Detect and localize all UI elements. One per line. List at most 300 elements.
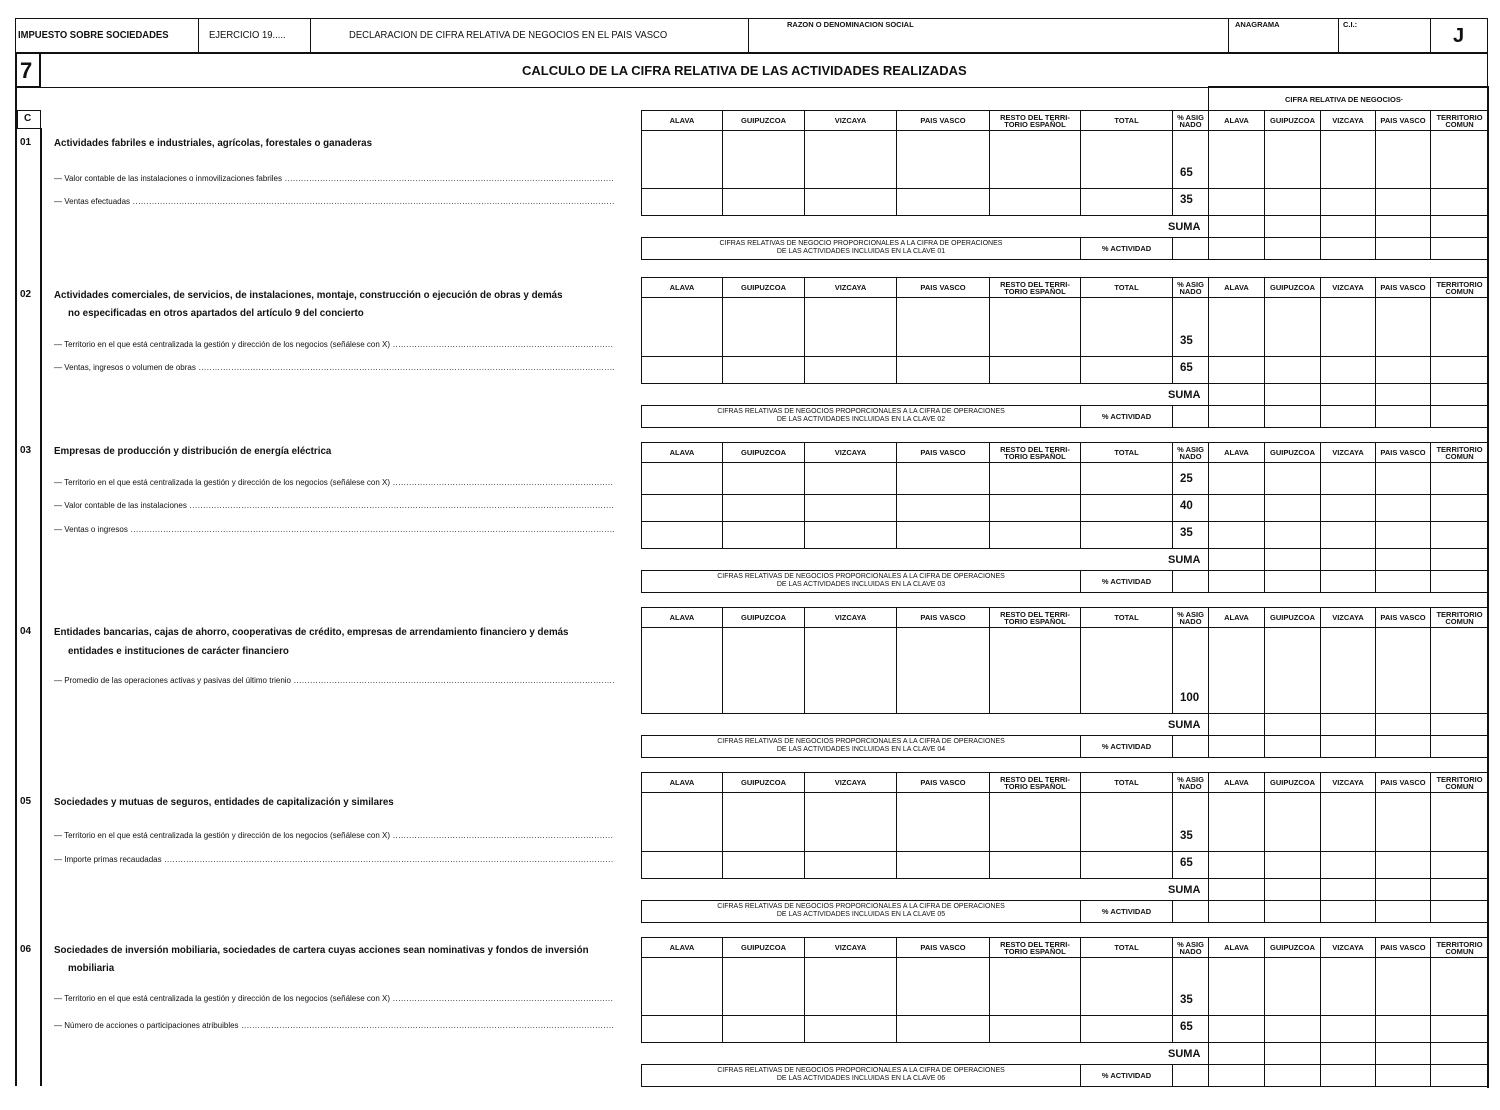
input-cell[interactable] (1320, 297, 1376, 357)
pct-value: 40 (1180, 500, 1193, 512)
input-cell[interactable] (1375, 1015, 1431, 1043)
column-header-total: TOTAL (1080, 277, 1173, 298)
input-cell[interactable] (641, 792, 723, 852)
column-header-resto-territorio: RESTO DEL TERRI- TORIO ESPAÑOL (989, 772, 1081, 793)
item-label: — Territorio en el que está centralizada la gestión y dirección de los negocios (señálese con X) ..... (54, 478, 614, 487)
suma-cell[interactable] (1320, 713, 1376, 736)
column-header-cr-vizcaya: VIZCAYA (1320, 442, 1376, 463)
input-cell[interactable] (1430, 792, 1489, 852)
form-letter: J (1453, 25, 1465, 47)
suma-cell[interactable] (1208, 1042, 1265, 1065)
suma-cell[interactable] (1320, 215, 1376, 238)
column-header-alava: ALAVA (641, 937, 723, 958)
code-column-header (17, 110, 41, 129)
input-cell[interactable] (641, 851, 723, 879)
input-cell[interactable] (989, 792, 1081, 852)
column-header-alava: ALAVA (641, 607, 723, 628)
input-cell[interactable] (804, 188, 897, 216)
input-cell[interactable] (1375, 792, 1431, 852)
section-number-box (15, 52, 41, 88)
input-cell[interactable] (989, 297, 1081, 357)
input-cell[interactable] (1080, 297, 1173, 357)
input-cell[interactable] (1375, 851, 1431, 879)
key-title: no especificadas en otros apartados del artículo 9 del concierto (68, 307, 364, 319)
column-header-alava: ALAVA (641, 772, 723, 793)
input-cell[interactable] (641, 188, 723, 216)
input-cell[interactable] (1320, 1015, 1376, 1043)
suma-cell[interactable] (1430, 1042, 1489, 1065)
input-cell[interactable] (989, 957, 1081, 1016)
column-header-cr-territorio-comun: TERRITORIO COMUN (1430, 772, 1489, 793)
column-header-pct-asignado: % ASIG NADO (1172, 937, 1209, 958)
column-header-guipuzcoa: GUIPUZCOA (722, 772, 805, 793)
column-header-cr-guipuzcoa: GUIPUZCOA (1264, 110, 1321, 131)
cifras-cell[interactable] (1320, 900, 1376, 923)
input-cell[interactable] (989, 627, 1081, 714)
input-cell[interactable] (1208, 130, 1265, 189)
key-code: 06 (20, 944, 32, 955)
input-cell[interactable] (804, 957, 897, 1016)
input-cell[interactable] (1080, 494, 1173, 522)
column-header-cr-territorio-comun: TERRITORIO COMUN (1430, 277, 1489, 298)
input-cell[interactable] (1208, 792, 1265, 852)
item-label: — Número de acciones o participaciones atribuibles ..... (54, 1021, 614, 1030)
column-header-cr-alava: ALAVA (1208, 607, 1265, 628)
cifras-cell[interactable] (1172, 405, 1209, 428)
left-border (15, 86, 17, 1086)
input-cell[interactable] (1208, 188, 1265, 216)
input-cell[interactable] (1208, 851, 1265, 879)
input-cell[interactable] (1430, 462, 1489, 495)
cifras-cell[interactable] (1172, 1064, 1209, 1087)
column-header-cr-pais-vasco: PAIS VASCO (1375, 937, 1431, 958)
input-cell[interactable] (1208, 356, 1265, 384)
input-cell[interactable] (641, 462, 723, 495)
suma-cell[interactable] (1264, 1042, 1321, 1065)
cifras-cell[interactable] (1208, 405, 1265, 428)
input-cell[interactable] (1375, 494, 1431, 522)
item-label: — Importe primas recaudadas ..... (54, 855, 614, 864)
pct-value: 35 (1180, 830, 1193, 842)
item-label: — Valor contable de las instalaciones o inmovilizaciones fabriles ..... (54, 174, 614, 183)
input-cell[interactable] (1080, 521, 1173, 549)
input-cell[interactable] (896, 851, 990, 879)
input-cell[interactable] (1320, 356, 1376, 384)
input-cell[interactable] (896, 521, 990, 549)
input-cell[interactable] (1264, 957, 1321, 1016)
column-header-guipuzcoa: GUIPUZCOA (722, 442, 805, 463)
column-header-cr-pais-vasco: PAIS VASCO (1375, 442, 1431, 463)
input-cell[interactable] (1320, 462, 1376, 495)
cifras-cell[interactable] (1264, 237, 1321, 260)
key-code: 02 (20, 289, 32, 300)
cifras-cell[interactable] (1375, 1064, 1431, 1087)
actividad-label: % ACTIVIDAD (1080, 237, 1173, 260)
column-header-alava: ALAVA (641, 277, 723, 298)
input-cell[interactable] (1375, 297, 1431, 357)
input-cell[interactable] (641, 494, 723, 522)
column-header-vizcaya: VIZCAYA (804, 110, 897, 131)
cifras-cell[interactable] (1172, 237, 1209, 260)
input-cell[interactable] (1320, 521, 1376, 549)
input-cell[interactable] (1080, 462, 1173, 495)
key-title: mobiliaria (68, 962, 115, 974)
suma-cell[interactable] (1430, 713, 1489, 736)
cifras-description: CIFRAS RELATIVAS DE NEGOCIOS PROPORCIONALES A LA CIFRA DE OPERACIONES DE LAS ACTIVIDADES INCLUIDAS EN LA CLAVE 05 (641, 900, 1081, 923)
input-cell[interactable] (1080, 188, 1173, 216)
column-header-cr-vizcaya: VIZCAYA (1320, 937, 1376, 958)
input-cell[interactable] (1375, 188, 1431, 216)
input-cell[interactable] (989, 356, 1081, 384)
input-cell[interactable] (1208, 297, 1265, 357)
pct-value: 65 (1180, 857, 1193, 869)
input-cell[interactable] (722, 356, 805, 384)
item-label: — Valor contable de las instalaciones ..... (54, 501, 614, 510)
input-cell[interactable] (896, 792, 990, 852)
input-cell[interactable] (1430, 130, 1489, 189)
cifras-cell[interactable] (1208, 237, 1265, 260)
input-cell[interactable] (1430, 297, 1489, 357)
suma-cell[interactable] (1320, 1042, 1376, 1065)
column-header-pais-vasco: PAIS VASCO (896, 442, 990, 463)
input-cell[interactable] (1320, 188, 1376, 216)
input-cell[interactable] (1375, 627, 1431, 714)
cifras-cell[interactable] (1172, 735, 1209, 758)
input-cell[interactable] (804, 1015, 897, 1043)
input-cell[interactable] (989, 494, 1081, 522)
cifras-cell[interactable] (1375, 405, 1431, 428)
column-header-cr-alava: ALAVA (1208, 937, 1265, 958)
section-number: 7 (20, 58, 33, 83)
column-header-resto-territorio: RESTO DEL TERRI- TORIO ESPAÑOL (989, 277, 1081, 298)
cifra-relativa-header (1208, 86, 1488, 111)
column-header-total: TOTAL (1080, 442, 1173, 463)
suma-cell[interactable] (1430, 215, 1489, 238)
input-cell[interactable] (1375, 462, 1431, 495)
input-cell[interactable] (1430, 957, 1489, 1016)
input-cell[interactable] (1264, 494, 1321, 522)
input-cell[interactable] (804, 356, 897, 384)
suma-cell[interactable] (1375, 215, 1431, 238)
input-cell[interactable] (1320, 494, 1376, 522)
input-cell[interactable] (1375, 521, 1431, 549)
input-cell[interactable] (1264, 188, 1321, 216)
input-cell[interactable] (1264, 297, 1321, 357)
suma-label: SUMA (1168, 221, 1201, 233)
column-header-cr-territorio-comun: TERRITORIO COMUN (1430, 607, 1489, 628)
input-cell[interactable] (1320, 792, 1376, 852)
input-cell[interactable] (989, 130, 1081, 189)
suma-cell[interactable] (1264, 548, 1321, 571)
cifras-cell[interactable] (1264, 735, 1321, 758)
suma-label: SUMA (1168, 389, 1201, 401)
suma-cell[interactable] (1375, 548, 1431, 571)
input-cell[interactable] (1320, 627, 1376, 714)
cifras-cell[interactable] (1264, 405, 1321, 428)
cifras-cell[interactable] (1208, 570, 1265, 593)
tax-cell (15, 18, 199, 54)
cifras-cell[interactable] (1375, 735, 1431, 758)
column-header-cr-territorio-comun: TERRITORIO COMUN (1430, 442, 1489, 463)
input-cell[interactable] (1080, 130, 1173, 189)
input-cell[interactable] (722, 792, 805, 852)
input-cell[interactable] (989, 851, 1081, 879)
input-cell[interactable] (1320, 957, 1376, 1016)
input-cell[interactable] (641, 1015, 723, 1043)
input-cell[interactable] (1264, 792, 1321, 852)
input-cell[interactable] (896, 297, 990, 357)
cifras-cell[interactable] (1264, 570, 1321, 593)
input-cell[interactable] (1264, 521, 1321, 549)
input-cell[interactable] (1208, 1015, 1265, 1043)
suma-label: SUMA (1168, 719, 1201, 731)
input-cell[interactable] (896, 1015, 990, 1043)
suma-label: SUMA (1168, 554, 1201, 566)
input-cell[interactable] (722, 297, 805, 357)
input-cell[interactable] (804, 462, 897, 495)
input-cell[interactable] (722, 957, 805, 1016)
column-header-cr-vizcaya: VIZCAYA (1320, 607, 1376, 628)
input-cell[interactable] (896, 462, 990, 495)
cifras-cell[interactable] (1208, 1064, 1265, 1087)
suma-cell[interactable] (1264, 215, 1321, 238)
input-cell[interactable] (1320, 851, 1376, 879)
input-cell[interactable] (1264, 130, 1321, 189)
column-header-cr-pais-vasco: PAIS VASCO (1375, 772, 1431, 793)
cifras-cell[interactable] (1430, 570, 1489, 593)
input-cell[interactable] (1080, 851, 1173, 879)
input-cell[interactable] (1080, 627, 1173, 714)
input-cell[interactable] (1264, 462, 1321, 495)
input-cell[interactable] (722, 188, 805, 216)
column-header-cr-vizcaya: VIZCAYA (1320, 110, 1376, 131)
actividad-label: % ACTIVIDAD (1080, 570, 1173, 593)
suma-cell[interactable] (1208, 713, 1265, 736)
cifras-cell[interactable] (1320, 1064, 1376, 1087)
input-cell[interactable] (989, 521, 1081, 549)
cifras-cell[interactable] (1320, 405, 1376, 428)
column-header-cr-guipuzcoa: GUIPUZCOA (1264, 937, 1321, 958)
cifras-description: CIFRAS RELATIVAS DE NEGOCIOS PROPORCIONALES A LA CIFRA DE OPERACIONES DE LAS ACTIVIDADES INCLUIDAS EN LA CLAVE 02 (641, 405, 1081, 428)
input-cell[interactable] (804, 130, 897, 189)
suma-cell[interactable] (1208, 548, 1265, 571)
column-header-pct-asignado: % ASIG NADO (1172, 772, 1209, 793)
pct-value: 65 (1180, 167, 1193, 179)
input-cell[interactable] (722, 130, 805, 189)
column-header-pais-vasco: PAIS VASCO (896, 277, 990, 298)
pct-cell (1172, 957, 1209, 1016)
key-code: 03 (20, 445, 32, 456)
cifras-cell[interactable] (1264, 1064, 1321, 1087)
cifras-cell[interactable] (1430, 405, 1489, 428)
input-cell[interactable] (641, 627, 723, 714)
column-header-pais-vasco: PAIS VASCO (896, 110, 990, 131)
actividad-label: % ACTIVIDAD (1080, 735, 1173, 758)
input-cell[interactable] (1080, 792, 1173, 852)
column-header-vizcaya: VIZCAYA (804, 442, 897, 463)
column-header-cr-alava: ALAVA (1208, 772, 1265, 793)
input-cell[interactable] (1208, 957, 1265, 1016)
cifras-description: CIFRAS RELATIVAS DE NEGOCIOS PROPORCIONALES A LA CIFRA DE OPERACIONES DE LAS ACTIVIDADES INCLUIDAS EN LA CLAVE 06 (641, 1064, 1081, 1087)
cifras-cell[interactable] (1264, 900, 1321, 923)
suma-cell[interactable] (1208, 215, 1265, 238)
column-header-total: TOTAL (1080, 110, 1173, 131)
actividad-label: % ACTIVIDAD (1080, 1064, 1173, 1087)
item-label: — Ventas efectuadas ..... (54, 197, 614, 206)
pct-cell (1172, 130, 1209, 189)
input-cell[interactable] (1320, 130, 1376, 189)
code-column-divider (40, 128, 42, 1086)
cifras-cell[interactable] (1375, 570, 1431, 593)
input-cell[interactable] (804, 792, 897, 852)
input-cell[interactable] (1430, 356, 1489, 384)
input-cell[interactable] (1430, 627, 1489, 714)
input-cell[interactable] (641, 521, 723, 549)
column-header-vizcaya: VIZCAYA (804, 937, 897, 958)
column-header-guipuzcoa: GUIPUZCOA (722, 607, 805, 628)
input-cell[interactable] (641, 297, 723, 357)
cifras-cell[interactable] (1430, 735, 1489, 758)
input-cell[interactable] (722, 494, 805, 522)
input-cell[interactable] (804, 494, 897, 522)
input-cell[interactable] (641, 130, 723, 189)
input-cell[interactable] (896, 627, 990, 714)
cifras-cell[interactable] (1320, 237, 1376, 260)
column-header-cr-pais-vasco: PAIS VASCO (1375, 277, 1431, 298)
suma-cell[interactable] (1264, 383, 1321, 406)
tax-name: IMPUESTO SOBRE SOCIEDADES (18, 29, 169, 41)
column-header-resto-territorio: RESTO DEL TERRI- TORIO ESPAÑOL (989, 937, 1081, 958)
input-cell[interactable] (804, 627, 897, 714)
input-cell[interactable] (641, 957, 723, 1016)
ejercicio-field[interactable] (198, 18, 311, 54)
input-cell[interactable] (1430, 851, 1489, 879)
suma-cell[interactable] (1320, 383, 1376, 406)
cifras-cell[interactable] (1430, 1064, 1489, 1087)
input-cell[interactable] (1375, 130, 1431, 189)
input-cell[interactable] (1264, 627, 1321, 714)
suma-cell[interactable] (1320, 548, 1376, 571)
input-cell[interactable] (896, 356, 990, 384)
input-cell[interactable] (989, 188, 1081, 216)
column-header-cr-pais-vasco: PAIS VASCO (1375, 607, 1431, 628)
input-cell[interactable] (804, 521, 897, 549)
input-cell[interactable] (896, 188, 990, 216)
input-cell[interactable] (804, 851, 897, 879)
column-header-cr-guipuzcoa: GUIPUZCOA (1264, 772, 1321, 793)
column-header-cr-guipuzcoa: GUIPUZCOA (1264, 442, 1321, 463)
cifras-cell[interactable] (1208, 900, 1265, 923)
input-cell[interactable] (1080, 356, 1173, 384)
column-header-total: TOTAL (1080, 772, 1173, 793)
suma-cell[interactable] (1208, 383, 1265, 406)
input-cell[interactable] (1264, 851, 1321, 879)
suma-cell[interactable] (1375, 1042, 1431, 1065)
column-header-guipuzcoa: GUIPUZCOA (722, 277, 805, 298)
input-cell[interactable] (804, 297, 897, 357)
cifras-cell[interactable] (1430, 237, 1489, 260)
suma-cell[interactable] (1264, 713, 1321, 736)
ci-field[interactable] (1338, 18, 1431, 54)
suma-label: SUMA (1168, 1048, 1201, 1060)
suma-cell[interactable] (1208, 878, 1265, 901)
input-cell[interactable] (722, 462, 805, 495)
input-cell[interactable] (1430, 521, 1489, 549)
input-cell[interactable] (896, 957, 990, 1016)
input-cell[interactable] (989, 1015, 1081, 1043)
key-title: Entidades bancarias, cajas de ahorro, cooperativas de crédito, empresas de arrendamiento financiero y demás (54, 626, 569, 638)
input-cell[interactable] (641, 356, 723, 384)
input-cell[interactable] (1264, 1015, 1321, 1043)
ci-label: C.I.: (1343, 20, 1358, 29)
input-cell[interactable] (1208, 521, 1265, 549)
column-header-total: TOTAL (1080, 937, 1173, 958)
pct-value: 35 (1180, 335, 1193, 347)
column-header-pais-vasco: PAIS VASCO (896, 772, 990, 793)
input-cell[interactable] (896, 494, 990, 522)
suma-cell[interactable] (1430, 878, 1489, 901)
suma-cell[interactable] (1320, 878, 1376, 901)
input-cell[interactable] (1208, 494, 1265, 522)
suma-cell[interactable] (1375, 713, 1431, 736)
suma-cell[interactable] (1375, 383, 1431, 406)
cifras-cell[interactable] (1320, 735, 1376, 758)
column-header-vizcaya: VIZCAYA (804, 277, 897, 298)
input-cell[interactable] (1375, 356, 1431, 384)
item-label: — Territorio en el que está centralizada la gestión y dirección de los negocios (señálese con X) ..... (54, 831, 614, 840)
input-cell[interactable] (1080, 1015, 1173, 1043)
suma-cell[interactable] (1430, 548, 1489, 571)
suma-cell[interactable] (1375, 878, 1431, 901)
column-header-cr-territorio-comun: TERRITORIO COMUN (1430, 110, 1489, 131)
input-cell[interactable] (1430, 494, 1489, 522)
cifras-cell[interactable] (1208, 735, 1265, 758)
cifras-cell[interactable] (1320, 570, 1376, 593)
input-cell[interactable] (722, 627, 805, 714)
cifras-cell[interactable] (1375, 237, 1431, 260)
input-cell[interactable] (1430, 1015, 1489, 1043)
input-cell[interactable] (896, 130, 990, 189)
input-cell[interactable] (1208, 462, 1265, 495)
anagrama-field[interactable] (1228, 18, 1339, 54)
input-cell[interactable] (1080, 957, 1173, 1016)
razon-social-field[interactable] (748, 18, 1229, 54)
column-header-pct-asignado: % ASIG NADO (1172, 607, 1209, 628)
pct-cell (1172, 792, 1209, 852)
column-header-cr-alava: ALAVA (1208, 277, 1265, 298)
suma-cell[interactable] (1430, 383, 1489, 406)
cifras-cell[interactable] (1375, 900, 1431, 923)
input-cell[interactable] (722, 521, 805, 549)
input-cell[interactable] (1375, 957, 1431, 1016)
declaracion-title: DECLARACION DE CIFRA RELATIVA DE NEGOCIOS EN EL PAIS VASCO (349, 29, 668, 41)
cifras-cell[interactable] (1172, 570, 1209, 593)
input-cell[interactable] (722, 1015, 805, 1043)
input-cell[interactable] (1208, 627, 1265, 714)
key-title: Actividades comerciales, de servicios, de instalaciones, montaje, construcción o ejecución de obras y demás (54, 289, 563, 301)
input-cell[interactable] (1430, 188, 1489, 216)
cifras-cell[interactable] (1430, 900, 1489, 923)
input-cell[interactable] (722, 851, 805, 879)
input-cell[interactable] (989, 462, 1081, 495)
cifras-cell[interactable] (1172, 900, 1209, 923)
input-cell[interactable] (1264, 356, 1321, 384)
anagrama-label: ANAGRAMA (1235, 20, 1280, 29)
pct-value: 65 (1180, 362, 1193, 374)
suma-cell[interactable] (1264, 878, 1321, 901)
column-header-cr-guipuzcoa: GUIPUZCOA (1264, 607, 1321, 628)
column-header-cr-vizcaya: VIZCAYA (1320, 772, 1376, 793)
